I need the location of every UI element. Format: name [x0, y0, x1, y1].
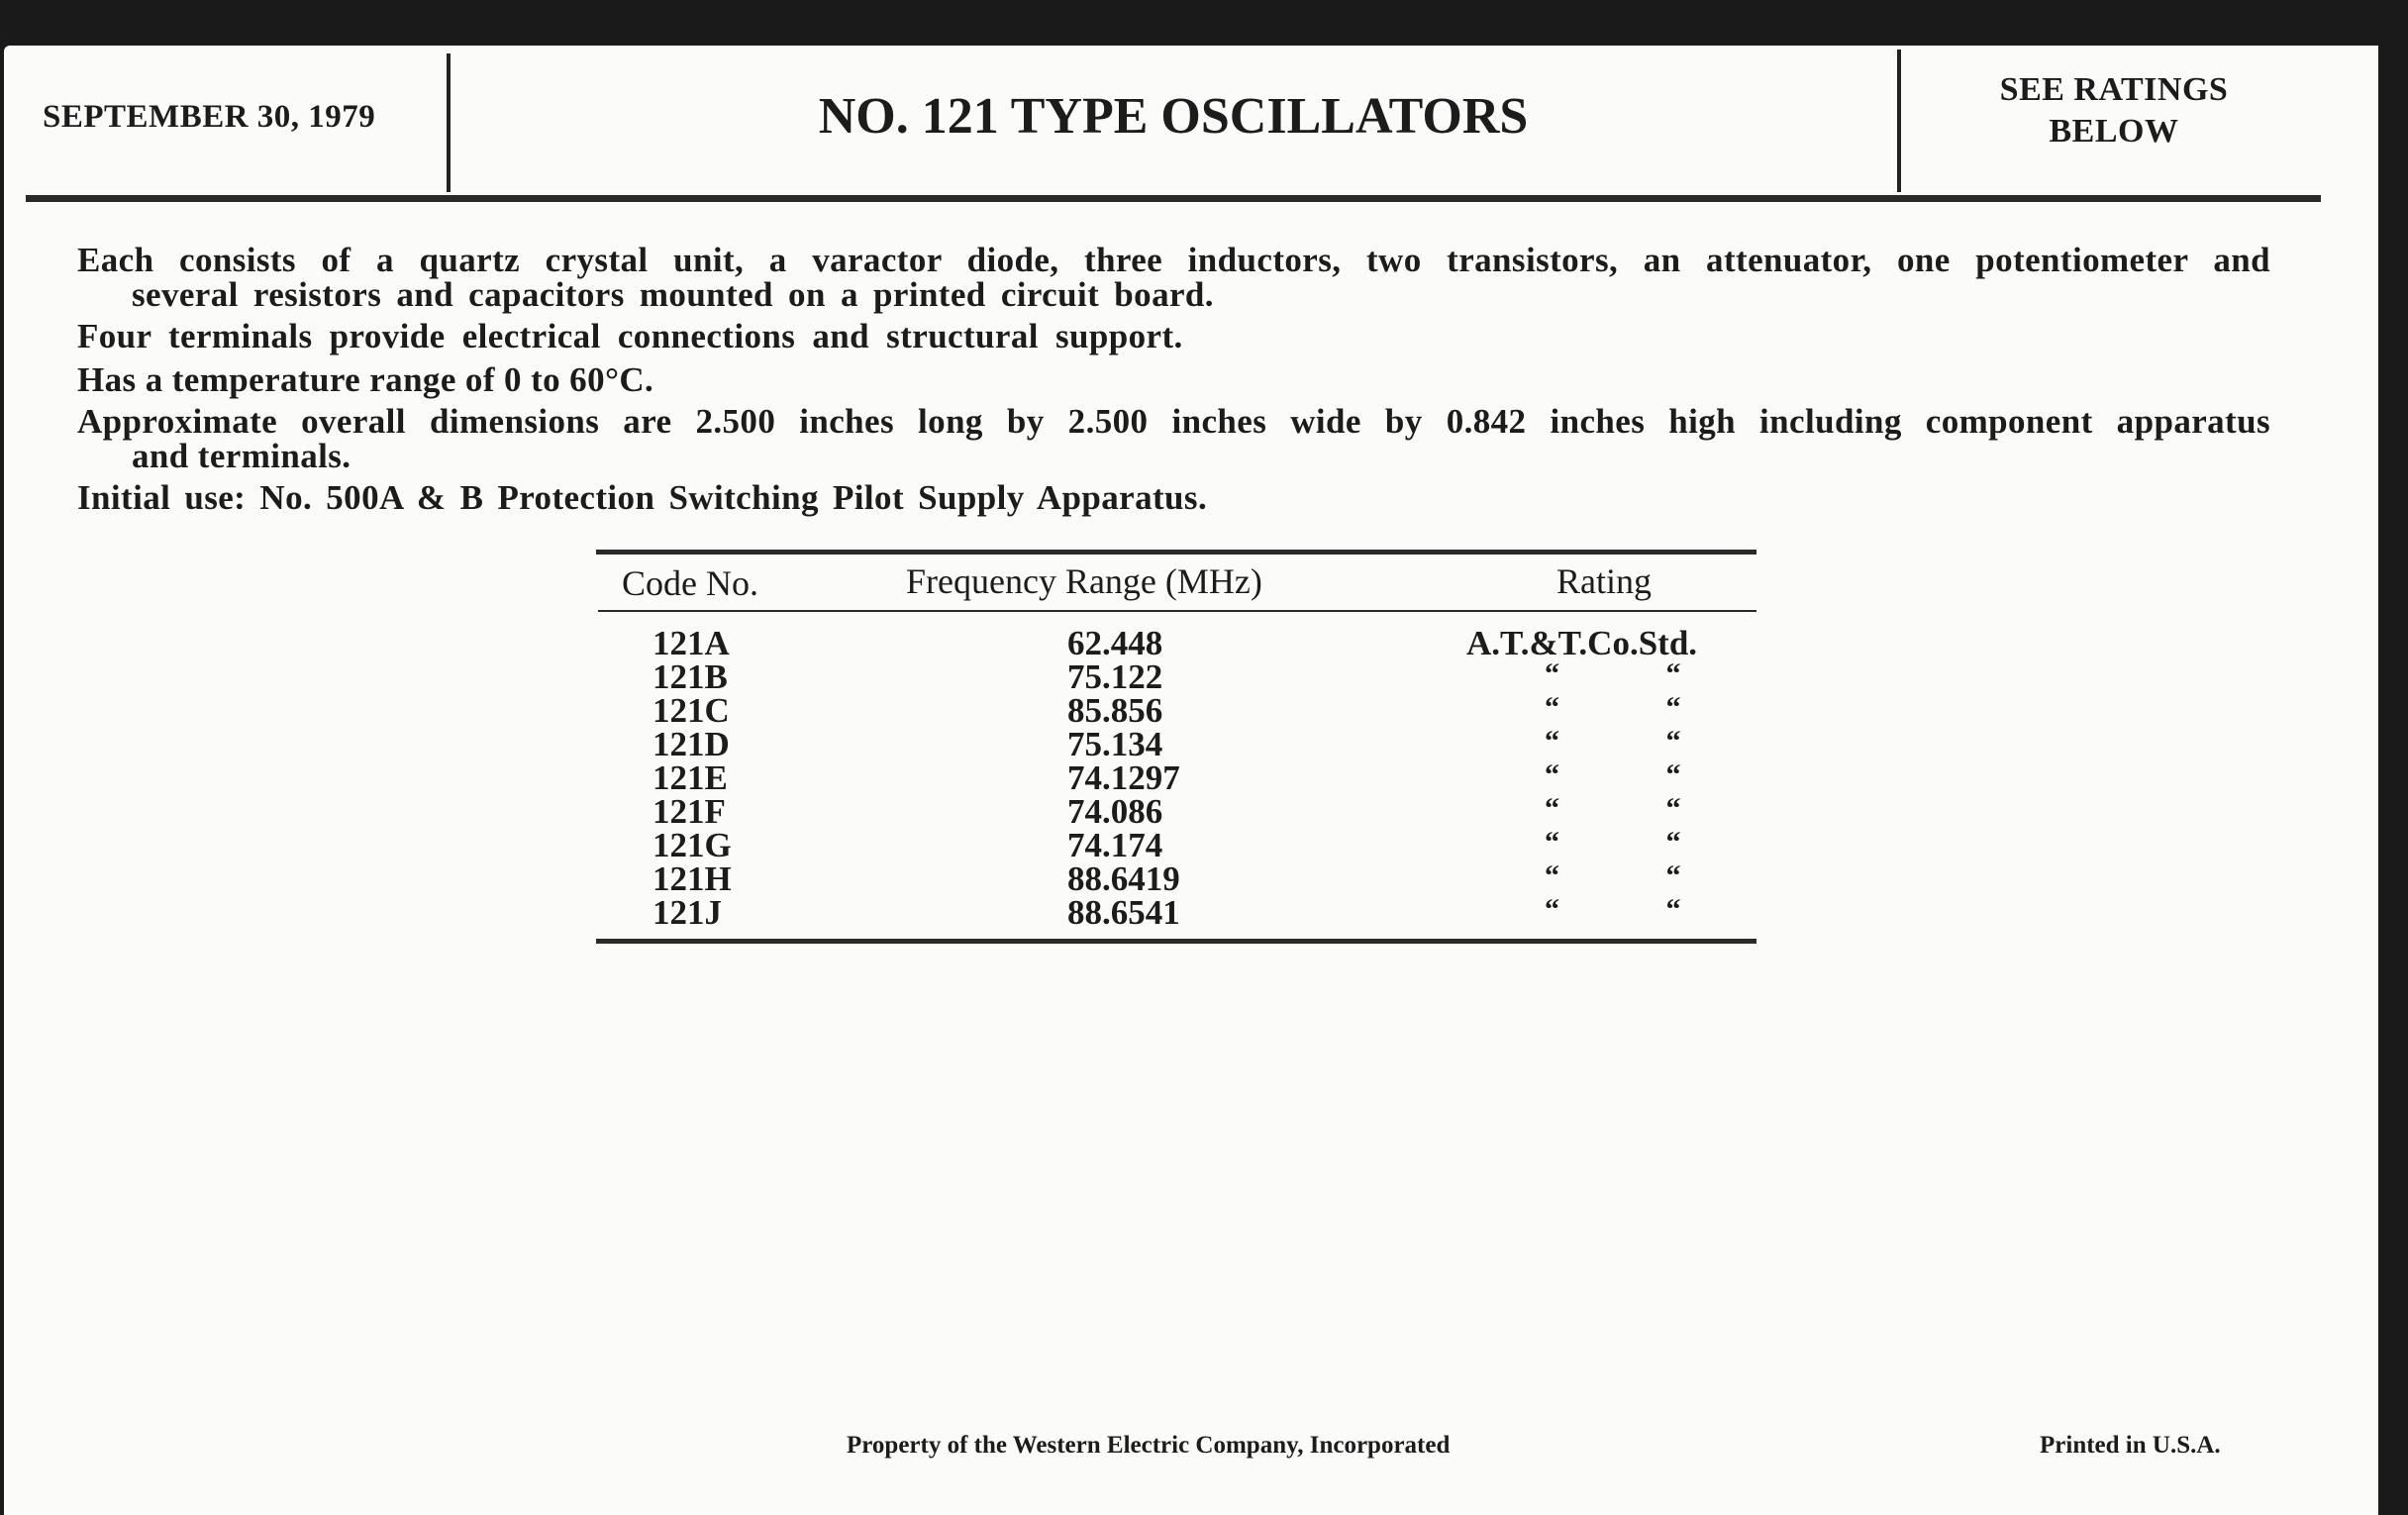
rating-cell: “ “	[1545, 691, 1681, 724]
frequency-cell: 88.6419	[1067, 859, 1180, 898]
table-header-rule	[598, 610, 1756, 612]
header-divider-left	[447, 53, 451, 192]
code-cell: 121F	[652, 792, 726, 831]
table-top-rule	[596, 550, 1756, 555]
code-cell: 121A	[652, 624, 730, 662]
description-line: Has a temperature range of 0 to 60°C.	[77, 360, 654, 399]
column-header-frequency: Frequency Range (MHz)	[906, 561, 1262, 601]
frequency-cell: 74.1297	[1067, 758, 1180, 797]
code-cell: 121D	[652, 725, 730, 763]
code-cell: 121B	[652, 657, 728, 696]
issue-date: SEPTEMBER 30, 1979	[43, 99, 376, 135]
column-header-code: Code No.	[622, 563, 758, 603]
column-header-rating: Rating	[1556, 561, 1652, 601]
rating-cell: “ “	[1545, 725, 1681, 758]
frequency-cell: 74.174	[1067, 826, 1163, 864]
description-line: Each consists of a quartz crystal unit, a varactor diode, three inductors, two transistors, an attenuator, one potentiometer and	[77, 241, 2270, 279]
rating-cell: “ “	[1545, 657, 1681, 690]
rating-cell: “ “	[1545, 859, 1681, 892]
header-rule	[26, 195, 2321, 202]
rating-cell: “ “	[1545, 792, 1681, 825]
code-cell: 121J	[652, 893, 722, 932]
description-line: Approximate overall dimensions are 2.500 inches long by 2.500 inches wide by 0.842 inches high including component apparatus	[77, 402, 2270, 441]
ratings-note-line1: SEE RATINGS	[1999, 71, 2229, 108]
description-line: Four terminals provide electrical connections and structural support.	[77, 317, 1183, 355]
frequency-cell: 75.122	[1067, 657, 1163, 696]
table-bottom-rule	[596, 939, 1756, 944]
page-title: NO. 121 TYPE OSCILLATORS	[818, 88, 1529, 145]
code-cell: 121H	[652, 859, 732, 898]
frequency-cell: 85.856	[1067, 691, 1163, 730]
code-cell: 121E	[652, 758, 728, 797]
printed-in-notice: Printed in U.S.A.	[2040, 1432, 2221, 1459]
description-line: and terminals.	[132, 437, 351, 475]
rating-cell: “ “	[1545, 758, 1681, 791]
description-line: Initial use: No. 500A & B Protection Switching Pilot Supply Apparatus.	[77, 478, 1208, 517]
rating-cell: “ “	[1545, 826, 1681, 858]
ratings-note-line2: BELOW	[2049, 113, 2179, 150]
frequency-cell: 75.134	[1067, 725, 1163, 763]
header-divider-right	[1897, 50, 1901, 192]
description-line: several resistors and capacitors mounted on a printed circuit board.	[132, 275, 1214, 314]
rating-cell: A.T.&T.Co.Std.	[1466, 624, 1698, 662]
frequency-cell: 62.448	[1067, 624, 1163, 662]
frequency-cell: 74.086	[1067, 792, 1163, 831]
code-cell: 121C	[652, 691, 730, 730]
property-notice: Property of the Western Electric Company, Incorporated	[847, 1432, 1451, 1459]
code-cell: 121G	[652, 826, 732, 864]
rating-cell: “ “	[1545, 893, 1681, 926]
frequency-cell: 88.6541	[1067, 893, 1180, 932]
